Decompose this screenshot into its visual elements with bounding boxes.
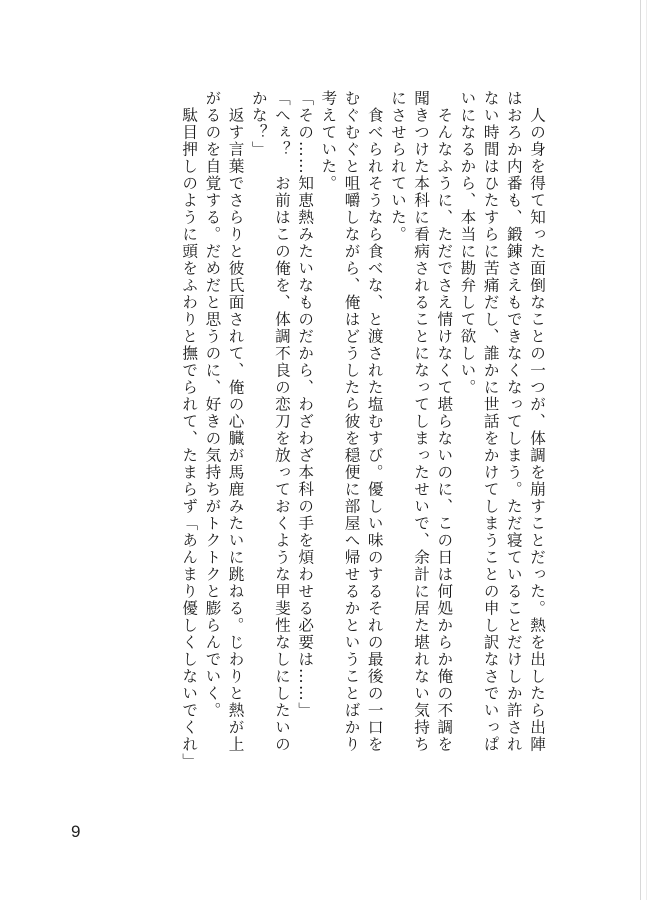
text-column: 食べられそうなら食べな、と渡された塩むすび。優しい味のするそれの最後の一口を — [365, 90, 384, 753]
text-column: 人の身を得て知った面倒なことの一つが、体調を崩すことだった。熱を出したら出陣 — [528, 90, 546, 753]
text-column: はおろか内番も、鍛錬さえもできなくなってしまう。ただ寝ていることだけしか許され — [504, 90, 523, 753]
text-column: 「へぇ？ お前はこの俺を、体調不良の恋刀を放っておくような甲斐性なしにしたいの — [272, 90, 291, 753]
text-column: かな？」 — [249, 90, 268, 158]
page-edge-line-outer — [646, 0, 647, 900]
text-column: がるのを自覚する。だめだと思うのに、好きの気持ちがトクトクと膨らんでいく。 — [203, 90, 222, 719]
text-column: そんなふうに、ただでさえ情けなくて堪らないのに、この日は何処からか俺の不調を — [435, 90, 454, 753]
page-number: 9 — [71, 822, 81, 841]
text-column: 駄目押しのように頭をふわりと撫でられて、たまらず「あんまり優しくしないでくれ」 — [180, 90, 199, 770]
text-column: 考えていた。 — [319, 90, 338, 192]
vertical-text-body — [88, 90, 548, 810]
text-column: にさせられていた。 — [388, 90, 407, 243]
text-column: 返す言葉でさらりと彼氏面されて、俺の心臓が馬鹿みたいに跳ねる。じわりと熱が上 — [226, 90, 245, 753]
text-column: 「その……知恵熱みたいなものだから、わざわざ本科の手を煩わせる必要は……」 — [296, 90, 315, 719]
text-column: 聞きつけた本科に看病されることになってしまったせいで、余計に居た堪れない気持ち — [412, 90, 431, 753]
page-edge-line — [640, 0, 641, 900]
text-column: むぐむぐと咀嚼しながら、俺はどうしたら彼を穏便に部屋へ帰せるかということばかり — [342, 90, 361, 753]
text-column: ない時間はひたすらに苦痛だし、誰かに世話をかけてしまうことの申し訳なさでいっぱ — [481, 90, 500, 753]
text-column: いになるから、本当に勘弁して欲しい。 — [458, 90, 477, 396]
